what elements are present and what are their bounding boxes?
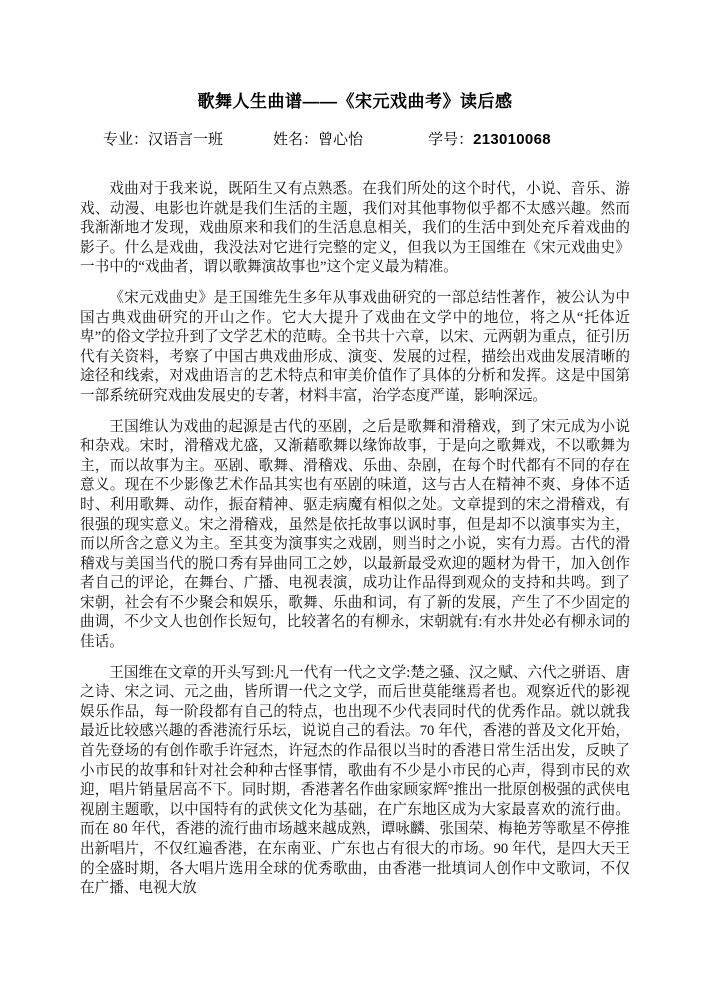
name-value: 曾心怡 <box>318 132 364 148</box>
paragraph-intro: 戏曲对于我来说，既陌生又有点熟悉。在我们所处的这个时代，小说、音乐、游戏、动漫、电影也许就是我们生活的主题，我们对其他事物似乎都不太感兴趣。然而我渐渐地才发现，戏曲原来和我们的生活息息相关，我们的生活中到处充斥着戏曲的影子。什么是戏曲，我没法对它进行完整的定义，但我以为王国维在《宋元戏曲史》一书中的“戏曲者，谓以歌舞演故事也”这个定义最为精准。 <box>80 181 630 276</box>
student-id-field <box>428 130 551 150</box>
name-field <box>273 130 363 150</box>
page-title: 歌舞人生曲谱——《宋元戏曲考》读后感 <box>197 92 513 111</box>
name-label: 姓名： <box>273 132 319 148</box>
paragraph-hongkong-music: 王国维在文章的开头写到:凡一代有一代之文学:楚之骚、汉之赋、六代之骈语、唐之诗、宋之词、元之曲，皆所谓一代之文学，而后世莫能继焉者也。观察近代的影视娱乐作品，每一阶段都有自己的特点，也出现不少代表同时代的优秀作品。就以就我最近比较感兴趣的香港流行乐坛，说说自己的看法。70 年代，香港的普及文化开始，首先登场的有创作歌手许冠杰，许冠杰的作品很以当时的香港日常生活出发，反映了小市民的故事和针对社会种种古怪事情，歌曲有不少是小市民的心声，得到市民的欢迎，唱片销量居高不下。同时期，香港著名作曲家顾家辉°推出一批原创极强的武侠电视剧主题歌，以中国特有的武侠文化为基础，在广东地区成为大家最喜欢的流行曲。而在 80 年代，香港的流行曲市场越来越成熟，谭咏麟、张国荣、梅艳芳等歌星不停推出新唱片，不仅红遍香港，在东南亚、广东也占有很大的市场。90 年代，是四大天王的全盛时期，各大唱片选用全球的优秀歌曲，由香港一批填词人创作中文歌词，不仅在广播、电视大放 <box>80 664 630 897</box>
student-id-label: 学号： <box>428 132 474 148</box>
major-field <box>103 130 223 150</box>
paragraph-opera-origins: 王国维认为戏曲的起源是古代的巫剧，之后是歌舞和滑稽戏，到了宋元成为小说和杂戏。宋时，滑稽戏尤盛，又渐藉歌舞以缘饰故事，于是向之歌舞戏，不以歌舞为主，而以故事为主。巫剧、歌舞、滑稽戏、乐曲、杂剧，在每个时代都有不同的存在意义。现在不少影像艺术作品其实也有巫剧的味道，这与古人在精神不爽、身体不适时、利用歌舞、动作，振奋精神、驱走病魔有相似之处。文章提到的宋之滑稽戏，有很强的现实意义。宋之滑稽戏，虽然是依托故事以讽时事，但是却不以演事实为主，而以所含之意义为主。至其变为演事实之戏剧，则当时之小说，实有力焉。古代的滑稽戏与美国当代的脱口秀有异曲同工之妙，以最新最受欢迎的题材为骨干，加入创作者自己的评论，在舞台、广播、电视表演，成功让作品得到观众的支持和共鸣。到了宋朝，社会有不少聚会和娱乐，歌舞、乐曲和词，有了新的发展，产生了不少固定的曲调，不少文人也创作长短句，比较著名的有柳永，宋朝就有:有水井处必有柳永词的佳话。 <box>80 418 630 651</box>
paragraph-book-overview: 《宋元戏曲史》是王国维先生多年从事戏曲研究的一部总结性著作，被公认为中国古典戏曲研究的开山之作。它大大提升了戏曲在文学中的地位，将之从“托体近卑”的俗文学拉升到了文学艺术的范畴。全书共十六章，以宋、元两朝为重点，征引历代有关资料，考察了中国古典戏曲形成、演变、发展的过程，描绘出戏曲发展清晰的途径和线索，对戏曲语言的艺术特点和审美价值作了具体的分析和发挥。这是中国第一部系统研究戏曲发展史的专著，材料丰富，治学态度严谨，影响深远。 <box>80 289 630 404</box>
student-id-value: 213010068 <box>473 131 551 148</box>
major-value: 汉语言一班 <box>148 132 224 148</box>
major-label: 专业： <box>103 132 149 148</box>
student-info-row <box>80 130 630 150</box>
